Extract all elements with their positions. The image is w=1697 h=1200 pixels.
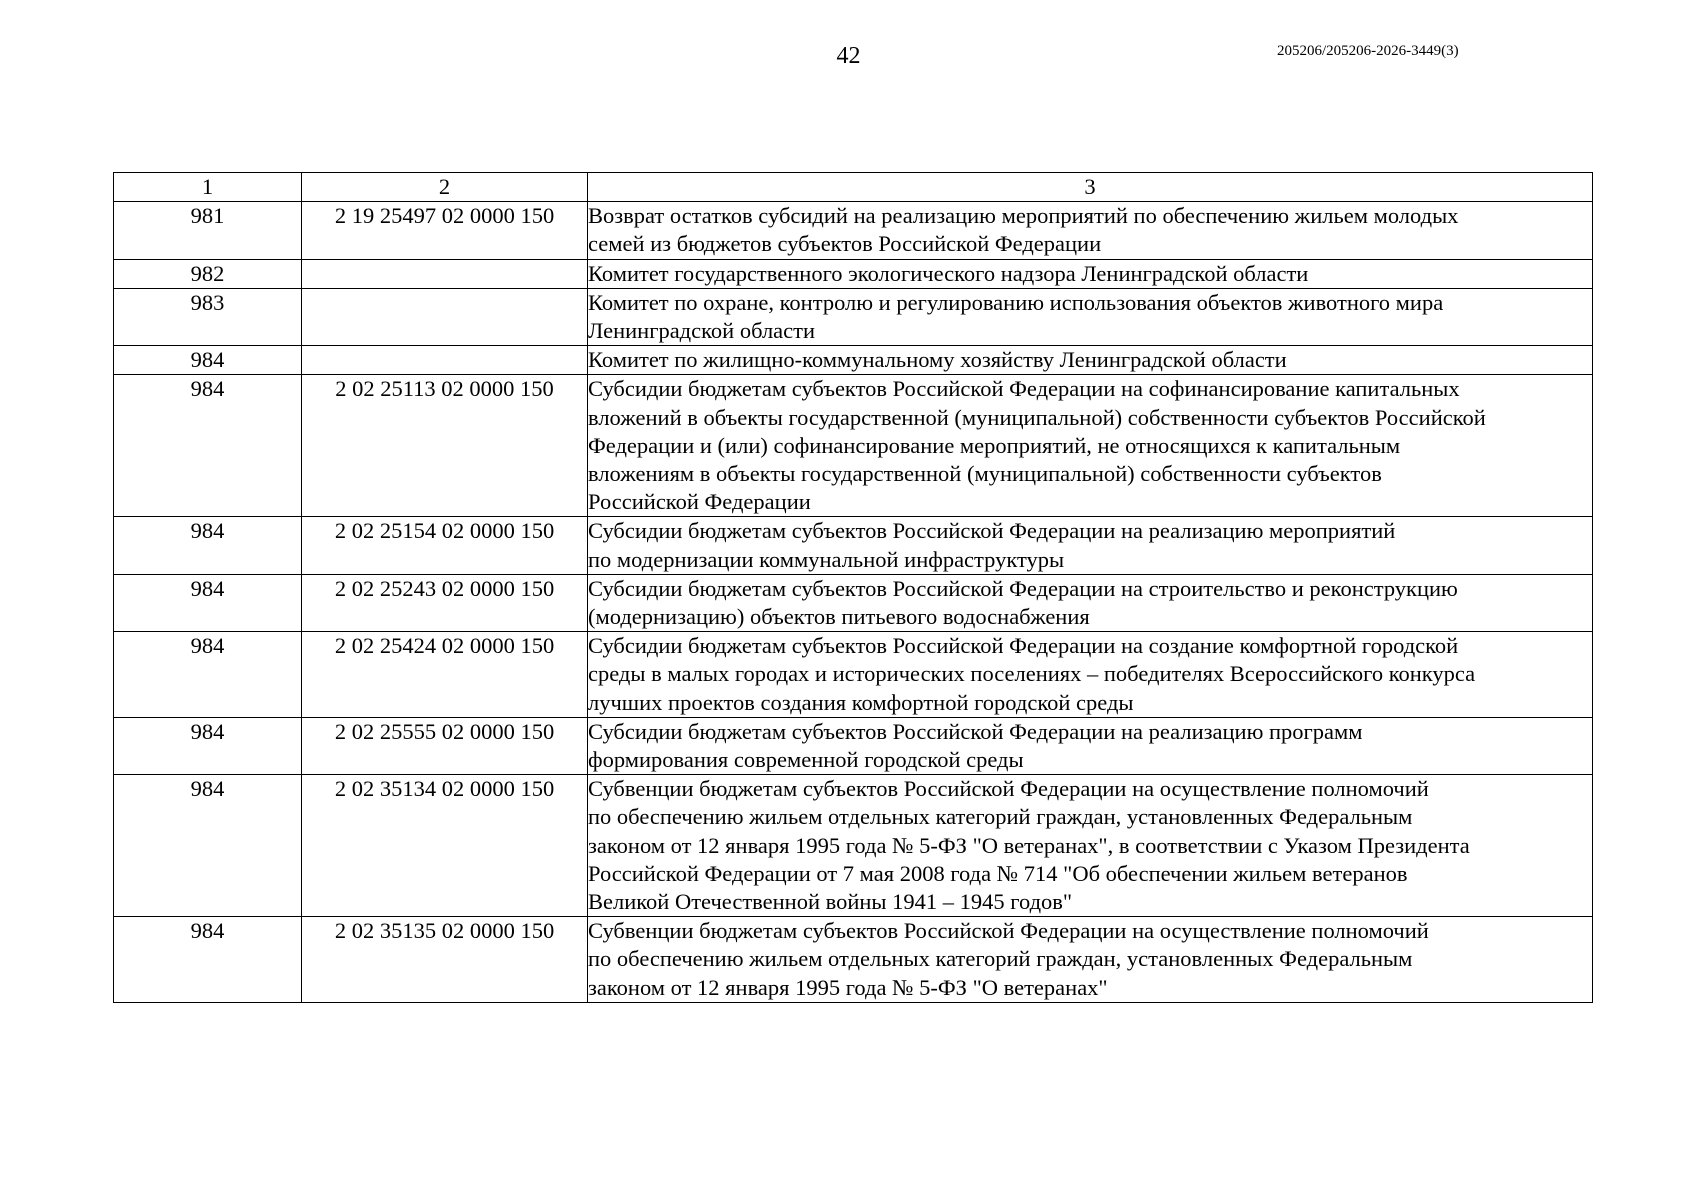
header-row bbox=[114, 173, 1593, 202]
administrator-code-cell: 984 bbox=[114, 574, 302, 631]
revenue-name-line: семей из бюджетов субъектов Российской Федерации bbox=[588, 231, 1102, 257]
column-header-2: 2 bbox=[302, 173, 588, 202]
table-row bbox=[114, 288, 1593, 345]
administrator-code-cell: 984 bbox=[114, 346, 302, 375]
revenue-name-cell bbox=[588, 259, 1593, 288]
administrator-code-cell: 982 bbox=[114, 259, 302, 288]
revenue-name-line: Комитет по охране, контролю и регулированию использования объектов животного мира bbox=[588, 289, 1444, 315]
revenue-name-cell bbox=[588, 517, 1593, 574]
table-row bbox=[114, 717, 1593, 774]
table-row bbox=[114, 202, 1593, 259]
revenue-name-cell bbox=[588, 574, 1593, 631]
document-registration-code: 205206/205206-2026-3449(3) bbox=[1277, 43, 1459, 59]
budget-classification-code-cell: 2 19 25497 02 0000 150 bbox=[302, 202, 588, 259]
revenue-name-cell bbox=[588, 917, 1593, 1003]
revenue-name-line: Ленинградской области bbox=[588, 318, 816, 344]
revenue-name-line: Возврат остатков субсидий на реализацию мероприятий по обеспечению жильем молодых bbox=[588, 203, 1459, 229]
revenue-name-line: Субсидии бюджетам субъектов Российской Федерации на строительство и реконструкцию bbox=[588, 575, 1458, 601]
table-row bbox=[114, 917, 1593, 1003]
revenue-name-line: лучших проектов создания комфортной городской среды bbox=[588, 689, 1134, 715]
budget-classification-code-cell: 2 02 35135 02 0000 150 bbox=[302, 917, 588, 1003]
column-header-1: 1 bbox=[114, 173, 302, 202]
revenue-name-line: Субсидии бюджетам субъектов Российской Федерации на создание комфортной городской bbox=[588, 633, 1459, 659]
revenue-name-line: Субвенции бюджетам субъектов Российской Федерации на осуществление полномочий bbox=[588, 776, 1429, 802]
revenue-name-line: Субвенции бюджетам субъектов Российской Федерации на осуществление полномочий bbox=[588, 918, 1429, 944]
revenue-name-line: Субсидии бюджетам субъектов Российской Федерации на реализацию программ bbox=[588, 718, 1363, 744]
administrator-code-cell: 984 bbox=[114, 375, 302, 517]
table-row bbox=[114, 259, 1593, 288]
administrator-code-cell: 984 bbox=[114, 917, 302, 1003]
budget-classification-code-cell: 2 02 25555 02 0000 150 bbox=[302, 717, 588, 774]
budget-classification-code-cell: 2 02 25243 02 0000 150 bbox=[302, 574, 588, 631]
column-header-3: 3 bbox=[588, 173, 1593, 202]
budget-classification-code-cell: 2 02 25113 02 0000 150 bbox=[302, 375, 588, 517]
budget-classification-code-cell: 2 02 35134 02 0000 150 bbox=[302, 775, 588, 917]
revenue-name-cell bbox=[588, 775, 1593, 917]
revenue-name-line: Великой Отечественной войны 1941 – 1945 годов" bbox=[588, 889, 1073, 915]
administrator-code-cell: 984 bbox=[114, 775, 302, 917]
revenue-name-cell bbox=[588, 202, 1593, 259]
revenue-name-line: по модернизации коммунальной инфраструктуры bbox=[588, 546, 1065, 572]
administrator-code-cell: 983 bbox=[114, 288, 302, 345]
revenue-name-cell bbox=[588, 717, 1593, 774]
administrator-code-cell: 984 bbox=[114, 717, 302, 774]
revenue-name-line: по обеспечению жильем отдельных категорий граждан, установленных Федеральным bbox=[588, 804, 1413, 830]
revenue-name-cell bbox=[588, 632, 1593, 718]
table-body bbox=[114, 202, 1593, 1003]
budget-codes-table bbox=[113, 172, 1593, 1003]
revenue-name-line: законом от 12 января 1995 года № 5-ФЗ "О ветеранах" bbox=[588, 974, 1108, 1000]
revenue-name-line: формирования современной городской среды bbox=[588, 747, 1024, 773]
table-row bbox=[114, 574, 1593, 631]
administrator-code-cell: 984 bbox=[114, 632, 302, 718]
budget-classification-code-cell bbox=[302, 259, 588, 288]
revenue-name-line: Комитет по жилищно-коммунальному хозяйству Ленинградской области bbox=[588, 347, 1287, 373]
budget-classification-code-cell bbox=[302, 288, 588, 345]
revenue-name-line: вложений в объекты государственной (муниципальной) собственности субъектов Российской bbox=[588, 404, 1486, 430]
revenue-name-line: Субсидии бюджетам субъектов Российской Федерации на реализацию мероприятий bbox=[588, 518, 1396, 544]
revenue-name-line: среды в малых городах и исторических поселениях – победителях Всероссийского конкурса bbox=[588, 661, 1476, 687]
revenue-name-line: вложениям в объекты государственной (муниципальной) собственности субъектов bbox=[588, 461, 1382, 487]
table-row bbox=[114, 375, 1593, 517]
revenue-name-line: (модернизацию) объектов питьевого водоснабжения bbox=[588, 604, 1090, 630]
revenue-name-cell bbox=[588, 346, 1593, 375]
table-row bbox=[114, 632, 1593, 718]
revenue-name-line: законом от 12 января 1995 года № 5-ФЗ "О ветеранах", в соответствии с Указом Президента bbox=[588, 832, 1470, 858]
revenue-name-line: Субсидии бюджетам субъектов Российской Федерации на софинансирование капитальных bbox=[588, 376, 1460, 402]
table-header bbox=[114, 173, 1593, 202]
table-row bbox=[114, 346, 1593, 375]
administrator-code-cell: 984 bbox=[114, 517, 302, 574]
administrator-code-cell: 981 bbox=[114, 202, 302, 259]
budget-classification-code-cell bbox=[302, 346, 588, 375]
revenue-name-line: Комитет государственного экологического надзора Ленинградской области bbox=[588, 260, 1309, 286]
budget-classification-code-cell: 2 02 25154 02 0000 150 bbox=[302, 517, 588, 574]
revenue-name-line: Российской Федерации от 7 мая 2008 года № 714 "Об обеспечении жильем ветеранов bbox=[588, 860, 1408, 886]
page-number: 42 bbox=[836, 43, 861, 69]
budget-classification-code-cell: 2 02 25424 02 0000 150 bbox=[302, 632, 588, 718]
revenue-name-line: Российской Федерации bbox=[588, 489, 811, 515]
revenue-name-cell bbox=[588, 288, 1593, 345]
revenue-name-cell bbox=[588, 375, 1593, 517]
revenue-name-line: Федерации и (или) софинансирование мероприятий, не относящихся к капитальным bbox=[588, 432, 1401, 458]
table-row bbox=[114, 775, 1593, 917]
table-row bbox=[114, 517, 1593, 574]
revenue-name-line: по обеспечению жильем отдельных категорий граждан, установленных Федеральным bbox=[588, 946, 1413, 972]
